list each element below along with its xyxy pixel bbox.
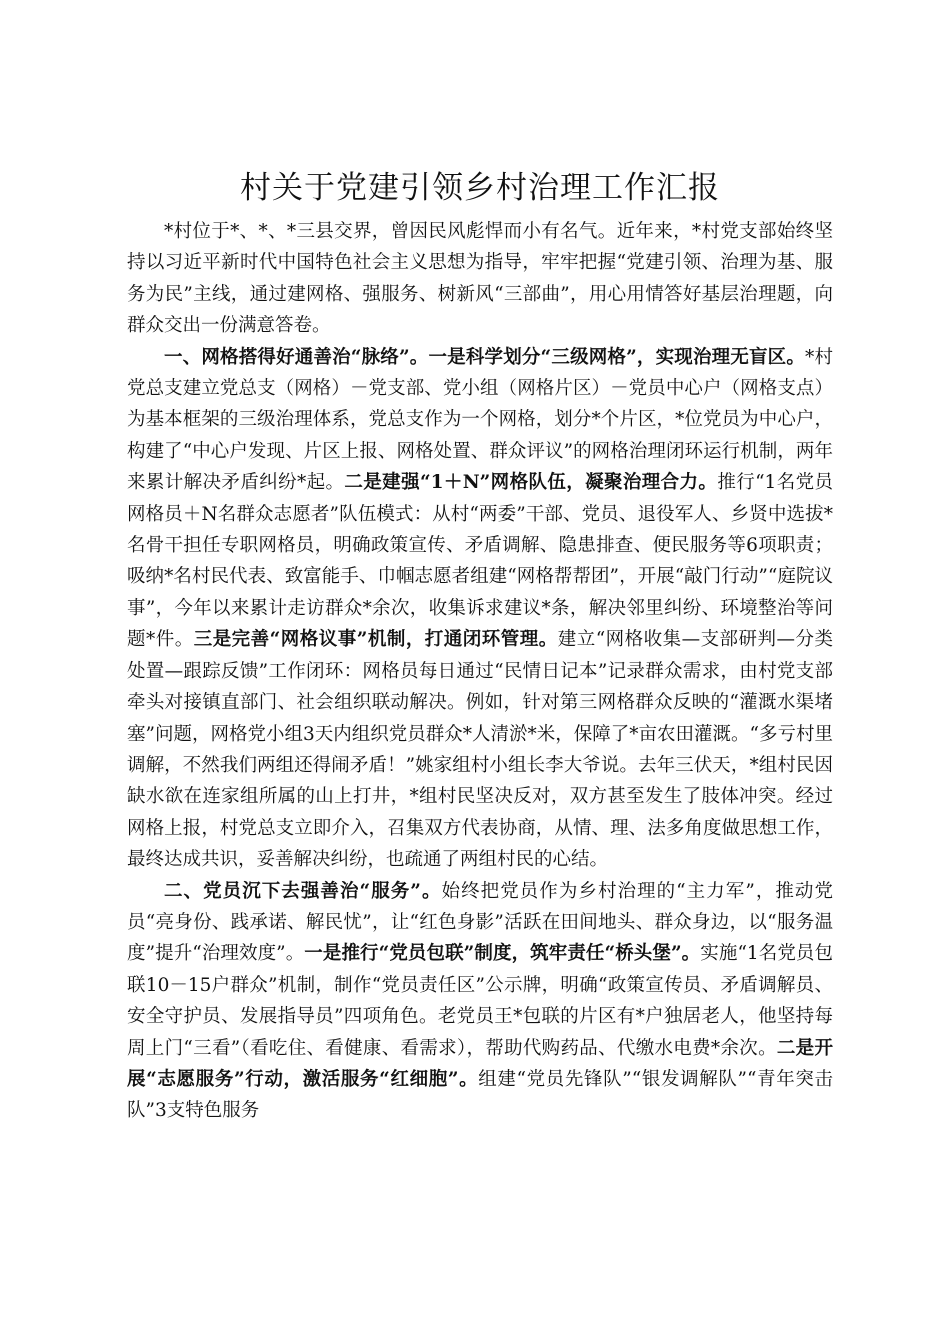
section-one-paragraph xyxy=(127,342,833,876)
body-text: 始终把党员作为乡村治理的“主力军”，推动党员“亮身份、践承诺、解民忧”，让“红色身影”活跃在田间地头、群众身边，以“服务温度”提升“治理效度”。 xyxy=(127,880,833,965)
subheading: 一是推行“党员包联”制度，筑牢责任“桥头堡”。 xyxy=(304,943,701,965)
section-heading: 二、党员沉下去强善治“服务”。 xyxy=(164,880,442,902)
document-title: 村关于党建引领乡村治理工作汇报 xyxy=(240,170,720,206)
document-page xyxy=(127,162,833,1127)
subheading: 二是开展“志愿服务”行动，激活服务“红细胞”。 xyxy=(127,1037,833,1090)
section-heading: 一、网格搭得好通善治“脉络”。一是科学划分“三级网格”，实现治理无盲区。 xyxy=(164,346,806,368)
body-text: 实施“1名党员包联10－15户群众”机制，制作“党员责任区”公示牌，明确“政策宣传员、矛盾调解员、安全守护员、发展指导员”四项角色。老党员王*包联的片区有*户独居老人，他坚持每周上门“三看”（看吃住、看健康、看需求），帮助代购药品、代缴水电费*余次。 xyxy=(127,943,834,1059)
subheading: 三是完善“网格议事”机制，打通闭环管理。 xyxy=(193,629,558,651)
section-two-paragraph xyxy=(127,876,833,1127)
intro-paragraph xyxy=(127,216,833,342)
body-text: *村位于*、*、*三县交界，曾因民风彪悍而小有名气。近年来，*村党支部始终坚持以习近平新时代中国特色社会主义思想为指导，牢牢把握“党建引领、治理为基、服务为民”主线，通过建网格、强服务、树新风“三部曲”，用心用情答好基层治理题，向群众交出一份满意答卷。 xyxy=(127,221,833,337)
subheading: 二是建强“1＋N”网格队伍，凝聚治理合力。 xyxy=(344,472,718,494)
body-text: 建立“网格收集—支部研判—分类处置—跟踪反馈”工作闭环：网格员每日通过“民情日记本”记录群众需求，由村党支部牵头对接镇直部门、社会组织联动解决。例如，针对第三网格群众反映的“灌溉水渠堵塞”问题，网格党小组3天内组织党员群众*人清淤*米，保障了*亩农田灌溉。“多亏村里调解，不然我们两组还得闹矛盾！”姚家组村小组长李大爷说。去年三伏天，*组村民因缺水欲在连家组所属的山上打井，*组村民坚决反对，双方甚至发生了肢体冲突。经过网格上报，村党总支立即介入，召集双方代表协商，从情、理、法多角度做思想工作，最终达成共识，妥善解决纠纷，也疏通了两组村民的心结。 xyxy=(127,629,833,871)
body-text: 推行“1名党员网格员＋N名群众志愿者”队伍模式：从村“两委”干部、党员、退役军人、乡贤中选拔*名骨干担任专职网格员，明确政策宣传、矛盾调解、隐患排查、便民服务等6项职责；吸纳*名村民代表、致富能手、巾帼志愿者组建“网格帮帮团”，开展“敲门行动”“庭院议事”，今年以来累计走访群众*余次，收集诉求建议*条，解决邻里纠纷、环境整治等问题*件。 xyxy=(127,472,833,651)
body-text: *村党总支建立党总支（网格）－党支部、党小组（网格片区）－党员中心户（网格支点）为基本框架的三级治理体系，党总支作为一个网格，划分*个片区，*位党员为中心户，构建了“中心户发现、片区上报、网格处置、群众评议”的网格治理闭环运行机制，两年来累计解决矛盾纠纷*起。 xyxy=(127,346,833,494)
body-text: 组建“党员先锋队”“银发调解队”“青年突击队”3支特色服务 xyxy=(127,1068,833,1122)
